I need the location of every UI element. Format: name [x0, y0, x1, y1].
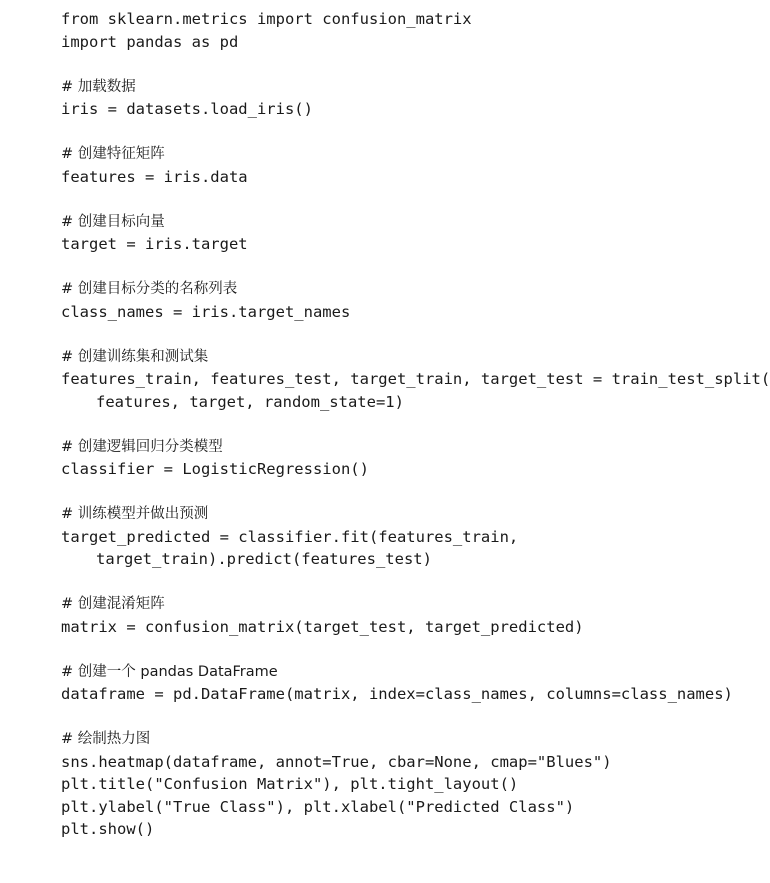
blank-line: [61, 188, 750, 211]
code-line: target = iris.target: [61, 235, 248, 253]
code-line: target_train).predict(features_test): [96, 550, 432, 568]
code-line: dataframe = pd.DataFrame(matrix, index=class_names, columns=class_names): [61, 685, 733, 703]
code-comment: # 创建混淆矩阵: [61, 596, 165, 612]
code-comment: # 创建逻辑回归分类模型: [61, 438, 223, 455]
blank-line: [61, 323, 750, 346]
code-line: plt.ylabel("True Class"), plt.xlabel("Predicted Class"): [61, 797, 575, 816]
code-line: matrix = confusion_matrix(target_test, target_predicted): [61, 617, 584, 636]
blank-line: [61, 121, 750, 144]
code-line: features_train, features_test, target_train, target_test = train_test_split(: [61, 370, 770, 388]
blank-line: [61, 481, 750, 504]
code-comment: # 创建特征矩阵: [61, 146, 165, 162]
code-comment: # 训练模型并做出预测: [61, 506, 209, 522]
code-line: target_predicted = classifier.fit(features_train,: [61, 527, 519, 546]
code-line: classifier = LogisticRegression(): [61, 460, 369, 478]
code-line: class_names = iris.target_names: [61, 302, 351, 321]
code-comment: # 创建目标分类的名称列表: [61, 281, 238, 297]
blank-line: [61, 256, 750, 279]
code-line: iris = datasets.load_iris(): [61, 100, 313, 118]
code-comment: # 绘制热力图: [61, 731, 151, 747]
code-line: from sklearn.metrics import confusion_matrix: [61, 10, 472, 28]
code-line: features, target, random_state=1): [96, 392, 404, 411]
code-line: import pandas as pd: [61, 32, 239, 51]
blank-line: [61, 706, 750, 729]
code-comment: # 加载数据: [61, 78, 136, 95]
code-line: plt.show(): [61, 820, 155, 838]
code-comment: # 创建训练集和测试集: [61, 348, 209, 365]
code-block: [61, 8, 770, 841]
code-line: sns.heatmap(dataframe, annot=True, cbar=None, cmap="Blues"): [61, 752, 612, 771]
code-line: features = iris.data: [61, 167, 248, 186]
code-line: plt.title("Confusion Matrix"), plt.tight_layout(): [61, 775, 519, 793]
blank-line: [61, 571, 750, 594]
blank-line: [61, 53, 750, 76]
code-comment: # 创建目标向量: [61, 213, 165, 230]
code-comment: # 创建一个 pandas DataFrame: [61, 663, 278, 680]
blank-line: [61, 413, 750, 436]
blank-line: [61, 638, 750, 661]
